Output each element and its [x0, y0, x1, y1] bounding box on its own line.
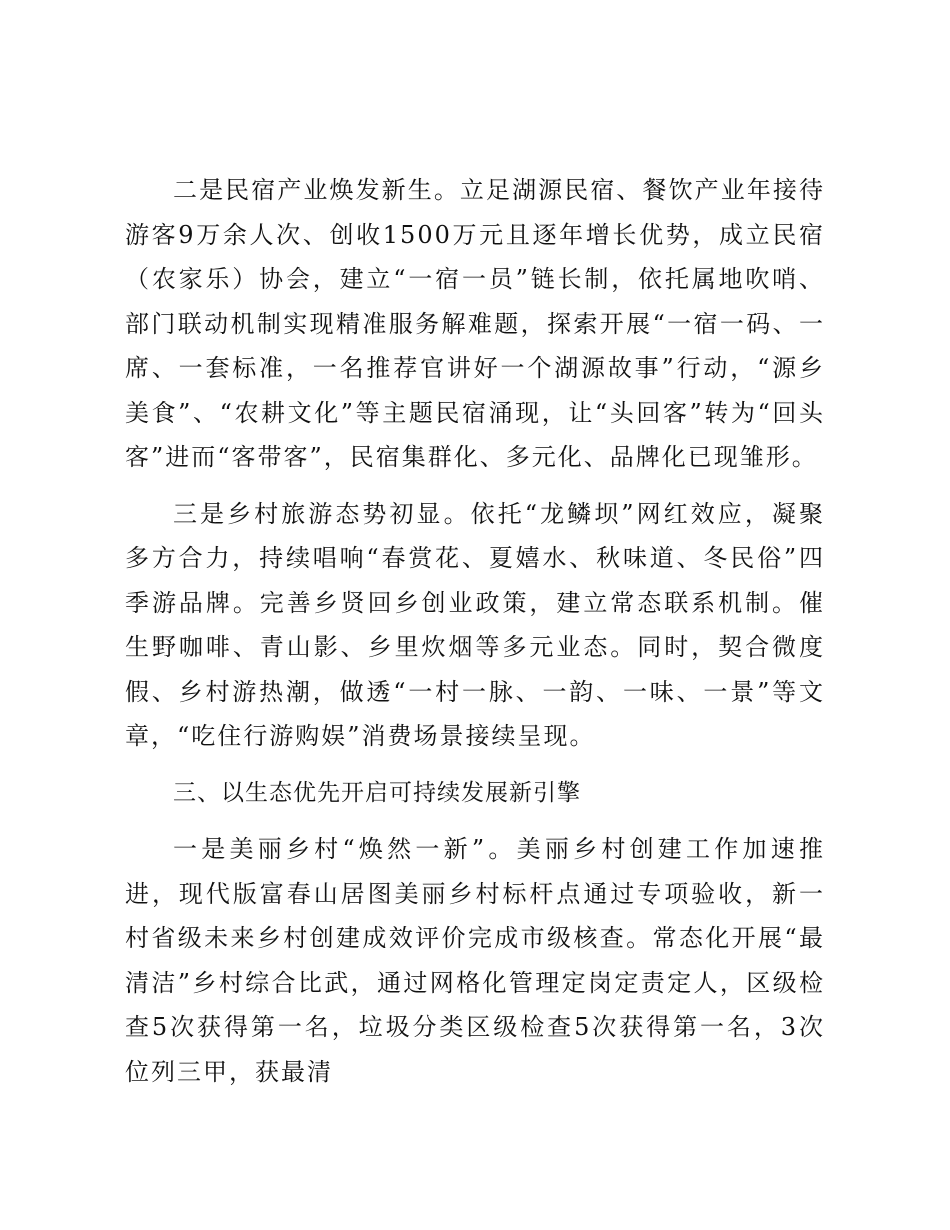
- document-body: [125, 168, 825, 1106]
- section-heading: 三、以生态优先开启可持续发展新引擎: [173, 779, 581, 806]
- paragraph-beautiful-village: 一是美丽乡村“焕然一新”。美丽乡村创建工作加速推进，现代版富春山居图美丽乡村标杆点通过专项验收，新一村省级未来乡村创建成效评价完成市级核查。常态化开展“最清洁”乡村综合比武，通过网格化管理定岗定责定人，区级检查5次获得第一名，垃圾分类区级检查5次获得第一名，3次位列三甲，获最清: [125, 835, 825, 1086]
- paragraph-homestay-industry: 二是民宿产业焕发新生。立足湖源民宿、餐饮产业年接待游客9万余人次、创收1500万元且逐年增长优势，成立民宿（农家乐）协会，建立“一宿一员”链长制，依托属地吹哨、部门联动机制实现精准服务解难题，探索开展“一宿一码、一席、一套标准，一名推荐官讲好一个湖源故事”行动，“源乡美食”、“农耕文化”等主题民宿涌现，让“头回客”转为“回头客”进而“客带客”，民宿集群化、多元化、品牌化已现雏形。: [125, 176, 825, 471]
- paragraph-rural-tourism: 三是乡村旅游态势初显。依托“龙鳞坝”网红效应，凝聚多方合力，持续唱响“春赏花、夏嬉水、秋味道、冬民俗”四季游品牌。完善乡贤回乡创业政策，建立常态联系机制。催生野咖啡、青山影、乡里炊烟等多元业态。同时，契合微度假、乡村游热潮，做透“一村一脉、一韵、一味、一景”等文章，“吃住行游购娱”消费场景接续呈现。: [125, 499, 825, 750]
